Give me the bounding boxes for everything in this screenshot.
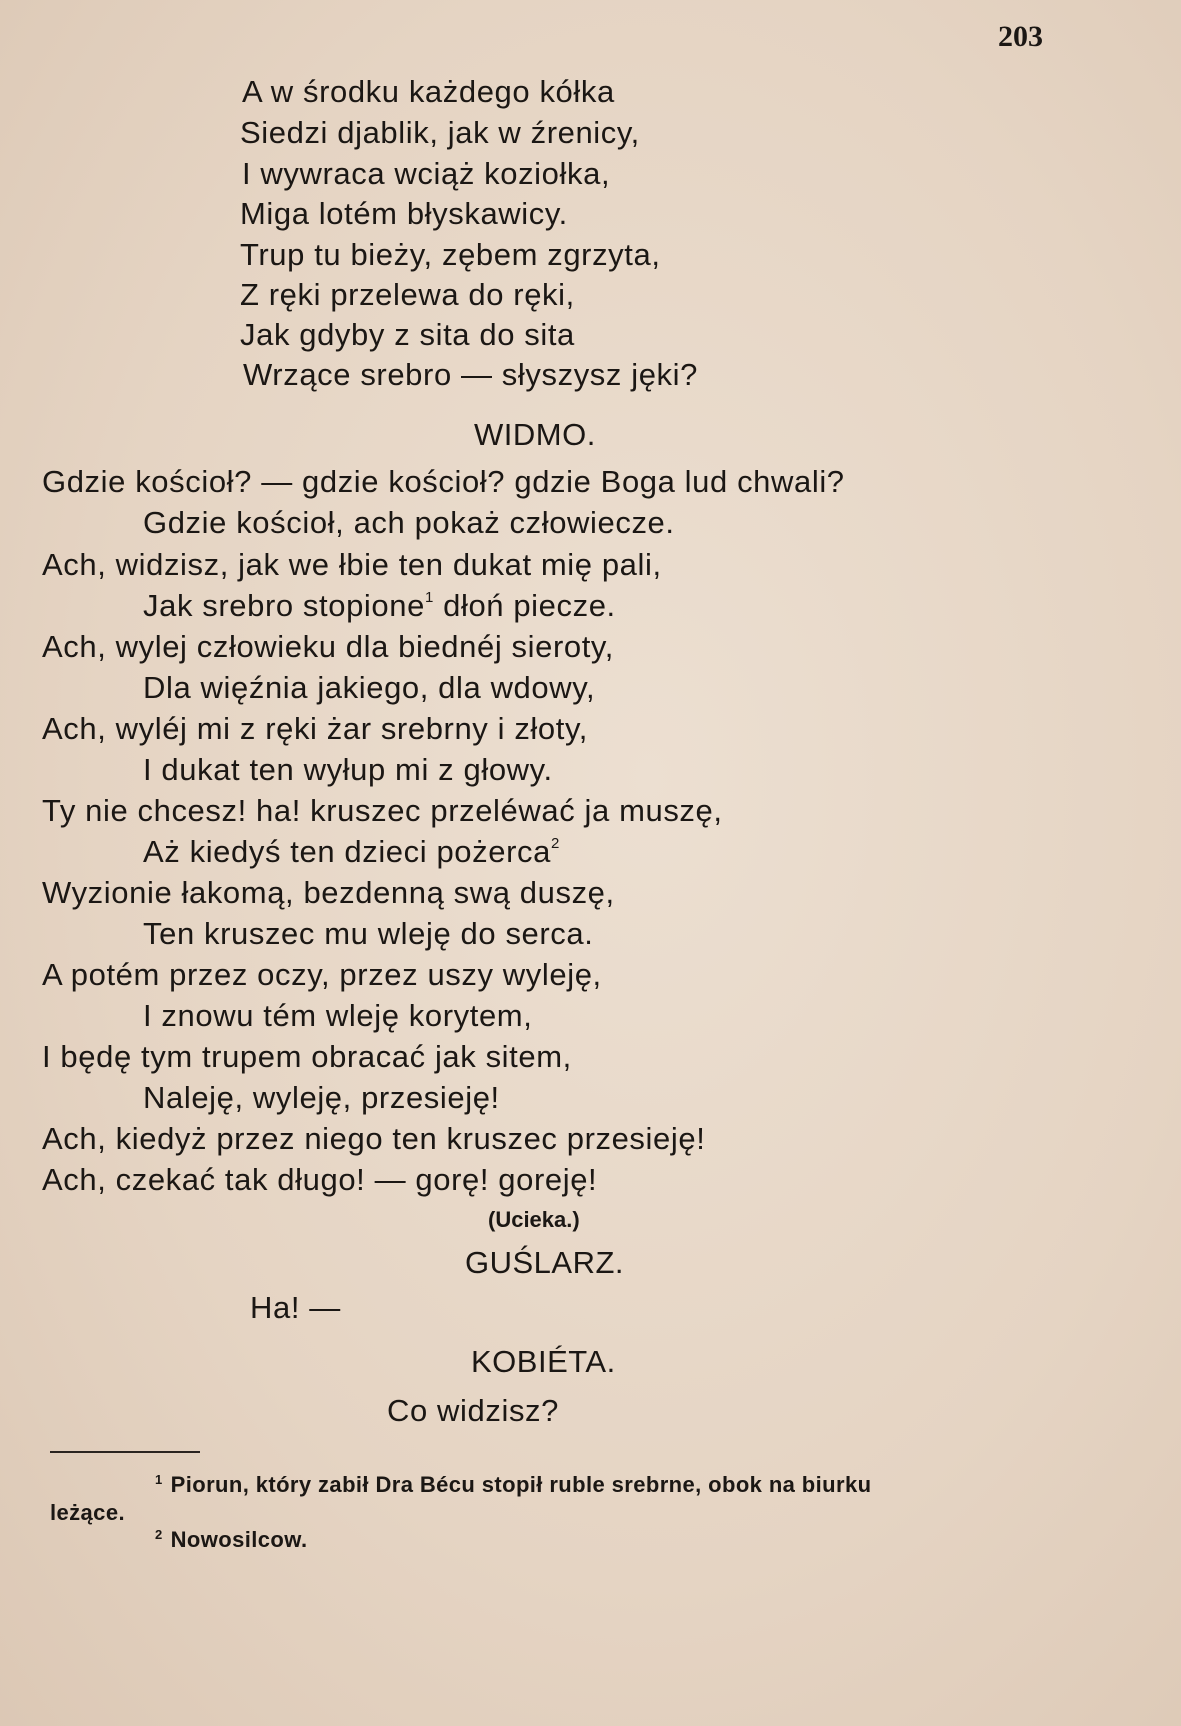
footnote-separator — [50, 1451, 200, 1453]
footnote-2 — [155, 1520, 307, 1555]
verse-line — [143, 832, 560, 872]
verse-text: Jak srebro stopione — [143, 588, 425, 623]
verse-line — [143, 586, 616, 626]
footnote-1 — [155, 1465, 871, 1500]
footnote-reference-2: 2 — [550, 835, 560, 852]
verse-line: Co widzisz? — [387, 1393, 559, 1428]
verse-line: I wywraca wciąż koziołka, — [242, 156, 611, 191]
verse-line: Trup tu bieży, zębem zgrzyta, — [240, 237, 661, 272]
verse-line: A potém przez oczy, przez uszy wyleję, — [42, 957, 602, 992]
verse-line: I znowu tém wleję korytem, — [143, 998, 533, 1033]
verse-line: Ach, kiedyż przez niego ten kruszec przesieję! — [42, 1121, 706, 1156]
footnote-1-number: 1 — [155, 1472, 163, 1487]
verse-text-continued: dłoń piecze. — [433, 588, 616, 623]
speaker-heading-kobieta: KOBIÉTA. — [471, 1344, 616, 1379]
footnote-1-text: Piorun, który zabił Dra Bécu stopił ruble srebrne, obok na biurku — [170, 1472, 872, 1497]
verse-line: A w środku każdego kółka — [242, 74, 615, 109]
verse-line: Siedzi djablik, jak w źrenicy, — [240, 115, 640, 150]
verse-line: Gdzie kościoł, ach pokaż człowiecze. — [143, 505, 675, 540]
verse-line: Wrzące srebro — słyszysz jęki? — [243, 357, 698, 392]
speaker-heading-widmo: WIDMO. — [474, 417, 596, 452]
verse-line: Ha! — — [250, 1290, 341, 1325]
footnote-reference-1: 1 — [424, 589, 434, 606]
verse-line: Ach, czekać tak długo! — gorę! goreję! — [42, 1162, 598, 1197]
footnote-2-text: Nowosilcow. — [170, 1527, 308, 1552]
speaker-heading-guslarz: GUŚLARZ. — [465, 1245, 625, 1280]
verse-line: Naleję, wyleję, przesieję! — [143, 1080, 500, 1115]
verse-line: Gdzie kościoł? — gdzie kościoł? gdzie Boga lud chwali? — [42, 464, 845, 499]
verse-line: Ach, widzisz, jak we łbie ten dukat mię pali, — [42, 547, 662, 582]
verse-line: I będę tym trupem obracać jak sitem, — [42, 1039, 572, 1074]
verse-line: Ten kruszec mu wleję do serca. — [143, 916, 594, 951]
verse-text: Aż kiedyś ten dzieci pożerca — [143, 834, 551, 869]
verse-line: Jak gdyby z sita do sita — [240, 317, 575, 352]
page-number: 203 — [998, 20, 1043, 53]
footnote-1-continuation: leżące. — [50, 1500, 125, 1525]
verse-line: Dla więźnia jakiego, dla wdowy, — [143, 670, 596, 705]
verse-line: Wyzionie łakomą, bezdenną swą duszę, — [42, 875, 615, 910]
footnote-2-number: 2 — [155, 1527, 163, 1542]
verse-line: Miga lotém błyskawicy. — [240, 196, 568, 231]
verse-line: Ach, wylej człowieku dla biednéj sieroty, — [42, 629, 614, 664]
verse-line: I dukat ten wyłup mi z głowy. — [143, 752, 553, 787]
verse-line: Ach, wyléj mi z ręki żar srebrny i złoty, — [42, 711, 588, 746]
verse-line: Z ręki przelewa do ręki, — [240, 277, 575, 312]
verse-line: Ty nie chcesz! ha! kruszec przeléwać ja muszę, — [42, 793, 723, 828]
stage-direction: (Ucieka.) — [488, 1207, 580, 1232]
